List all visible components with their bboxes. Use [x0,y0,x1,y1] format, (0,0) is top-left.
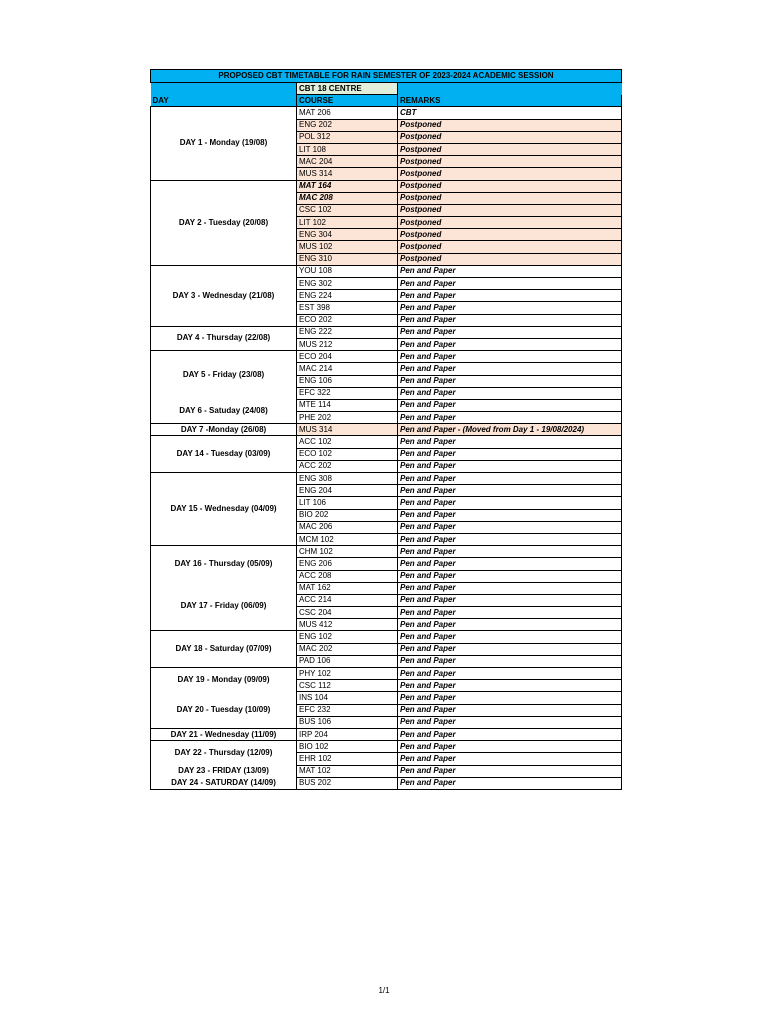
course-cell: MUS 212 [297,338,398,350]
centre-spacer-left [151,83,297,95]
course-cell: PHE 202 [297,412,398,424]
remark-cell: Pen and Paper [398,326,622,338]
day-cell: DAY 20 - Tuesday (10/09) [151,692,297,729]
remark-cell: Pen and Paper [398,619,622,631]
centre-spacer-right [398,83,622,95]
day-cell: DAY 16 - Thursday (05/09) [151,546,297,583]
remark-cell: Postponed [398,229,622,241]
course-cell: ENG 308 [297,473,398,485]
remark-cell: Postponed [398,204,622,216]
remark-cell: Pen and Paper [398,546,622,558]
timetable-title: PROPOSED CBT TIMETABLE FOR RAIN SEMESTER OF 2023-2024 ACADEMIC SESSION [151,70,622,83]
remark-cell: Pen and Paper [398,473,622,485]
remark-cell: Pen and Paper [398,631,622,643]
remark-cell: Pen and Paper [398,448,622,460]
remark-cell: Pen and Paper [398,387,622,399]
timetable-sheet [150,69,621,790]
remark-cell: Pen and Paper [398,314,622,326]
course-cell: ACC 102 [297,436,398,448]
day-cell: DAY 4 - Thursday (22/08) [151,326,297,350]
centre-row [151,83,622,95]
title-row [151,70,622,83]
day-cell: DAY 6 - Satuday (24/08) [151,399,297,423]
remark-cell: Pen and Paper [398,704,622,716]
table-row [151,180,622,192]
table-row [151,546,622,558]
course-cell: ECO 204 [297,351,398,363]
remark-cell: Pen and Paper [398,290,622,302]
day-cell: DAY 15 - Wednesday (04/09) [151,473,297,546]
remark-cell: Pen and Paper [398,607,622,619]
day-cell: DAY 7 -Monday (26/08) [151,424,297,436]
course-cell: ENG 222 [297,326,398,338]
remark-cell: Postponed [398,168,622,180]
remark-cell: Pen and Paper [398,728,622,740]
remark-cell: Pen and Paper [398,594,622,606]
course-cell: MAT 162 [297,582,398,594]
course-cell: CHM 102 [297,546,398,558]
course-cell: BUS 202 [297,777,398,789]
remark-cell: Postponed [398,143,622,155]
remark-cell: Pen and Paper [398,692,622,704]
course-cell: POL 312 [297,131,398,143]
course-cell: MAC 204 [297,156,398,168]
course-cell: BIO 102 [297,741,398,753]
day-cell: DAY 3 - Wednesday (21/08) [151,265,297,326]
day-cell: DAY 2 - Tuesday (20/08) [151,180,297,265]
day-cell: DAY 24 - SATURDAY (14/09) [151,777,297,789]
remark-cell: Postponed [398,131,622,143]
table-row [151,728,622,740]
course-cell: MAT 206 [297,107,398,119]
remark-cell: Pen and Paper [398,570,622,582]
course-cell: MAT 164 [297,180,398,192]
table-row [151,631,622,643]
remark-cell: Pen and Paper [398,668,622,680]
course-cell: ECO 202 [297,314,398,326]
course-cell: LIT 106 [297,497,398,509]
table-row [151,107,622,119]
course-cell: ENG 202 [297,119,398,131]
course-cell: ENG 106 [297,375,398,387]
day-cell: DAY 5 - Friday (23/08) [151,351,297,400]
header-row [151,95,622,107]
course-cell: PAD 106 [297,655,398,667]
course-cell: EFC 232 [297,704,398,716]
remark-cell: Pen and Paper [398,753,622,765]
course-cell: YOU 108 [297,265,398,277]
table-row [151,436,622,448]
course-cell: INS 104 [297,692,398,704]
remark-cell: Pen and Paper [398,351,622,363]
day-cell: DAY 1 - Monday (19/08) [151,107,297,180]
course-cell: ENG 224 [297,290,398,302]
remark-cell: Pen and Paper [398,412,622,424]
table-row [151,741,622,753]
course-cell: MUS 412 [297,619,398,631]
course-cell: MUS 314 [297,424,398,436]
remark-cell: Pen and Paper - (Moved from Day 1 - 19/08/2024) [398,424,622,436]
remark-cell: Pen and Paper [398,497,622,509]
course-cell: LIT 102 [297,217,398,229]
table-row [151,777,622,789]
table-row [151,692,622,704]
remark-cell: Postponed [398,192,622,204]
remarks-header: REMARKS [398,95,622,107]
day-cell: DAY 14 - Tuesday (03/09) [151,436,297,473]
remark-cell: Pen and Paper [398,558,622,570]
course-cell: CSC 102 [297,204,398,216]
remark-cell: Pen and Paper [398,655,622,667]
table-row [151,399,622,411]
course-cell: LIT 108 [297,143,398,155]
day-cell: DAY 22 - Thursday (12/09) [151,741,297,765]
table-row [151,473,622,485]
course-cell: ENG 302 [297,278,398,290]
course-cell: MAC 214 [297,363,398,375]
remark-cell: Pen and Paper [398,265,622,277]
remark-cell: Postponed [398,180,622,192]
course-cell: IRP 204 [297,728,398,740]
remark-cell: Pen and Paper [398,777,622,789]
course-cell: ENG 102 [297,631,398,643]
course-cell: MAC 202 [297,643,398,655]
table-row [151,351,622,363]
course-cell: MCM 102 [297,533,398,545]
day-cell: DAY 18 - Saturday (07/09) [151,631,297,668]
remark-cell: Postponed [398,241,622,253]
remark-cell: Pen and Paper [398,485,622,497]
remark-cell: Pen and Paper [398,716,622,728]
remark-cell: Pen and Paper [398,680,622,692]
day-cell: DAY 21 - Wednesday (11/09) [151,728,297,740]
remark-cell: Postponed [398,217,622,229]
remark-cell: Postponed [398,156,622,168]
course-cell: ENG 304 [297,229,398,241]
course-cell: MAC 206 [297,521,398,533]
course-cell: EST 398 [297,302,398,314]
remark-cell: Pen and Paper [398,460,622,472]
remark-cell: Pen and Paper [398,741,622,753]
day-cell: DAY 19 - Monday (09/09) [151,668,297,692]
course-cell: ECO 102 [297,448,398,460]
course-cell: PHY 102 [297,668,398,680]
table-row [151,326,622,338]
remark-cell: Pen and Paper [398,302,622,314]
remark-cell: Pen and Paper [398,582,622,594]
course-cell: ENG 206 [297,558,398,570]
centre-label: CBT 18 CENTRE [297,83,398,95]
course-cell: MUS 102 [297,241,398,253]
course-cell: ACC 214 [297,594,398,606]
remark-cell: Pen and Paper [398,375,622,387]
table-row [151,265,622,277]
remark-cell: Pen and Paper [398,521,622,533]
course-cell: MAT 102 [297,765,398,777]
remark-cell: Pen and Paper [398,643,622,655]
remark-cell: Pen and Paper [398,363,622,375]
course-cell: EHR 102 [297,753,398,765]
day-cell: DAY 17 - Friday (06/09) [151,582,297,631]
table-row [151,668,622,680]
day-cell: DAY 23 - FRIDAY (13/09) [151,765,297,777]
remark-cell: Pen and Paper [398,533,622,545]
table-row [151,424,622,436]
course-cell: EFC 322 [297,387,398,399]
remark-cell: Postponed [398,119,622,131]
page-number: 1/1 [378,986,390,995]
remark-cell: Pen and Paper [398,338,622,350]
table-row [151,765,622,777]
remark-cell: Postponed [398,253,622,265]
remark-cell: Pen and Paper [398,765,622,777]
course-cell: ENG 310 [297,253,398,265]
remark-cell: Pen and Paper [398,278,622,290]
course-cell: MTE 114 [297,399,398,411]
course-cell: BIO 202 [297,509,398,521]
course-cell: BUS 106 [297,716,398,728]
course-cell: ENG 204 [297,485,398,497]
remark-cell: Pen and Paper [398,436,622,448]
table-row [151,582,622,594]
course-header: COURSE [297,95,398,107]
course-cell: MAC 208 [297,192,398,204]
remark-cell: Pen and Paper [398,509,622,521]
day-header: DAY [151,95,297,107]
course-cell: ACC 208 [297,570,398,582]
course-cell: CSC 112 [297,680,398,692]
course-cell: ACC 202 [297,460,398,472]
course-cell: CSC 204 [297,607,398,619]
remark-cell: CBT [398,107,622,119]
timetable-table [150,69,622,790]
course-cell: MUS 314 [297,168,398,180]
remark-cell: Pen and Paper [398,399,622,411]
